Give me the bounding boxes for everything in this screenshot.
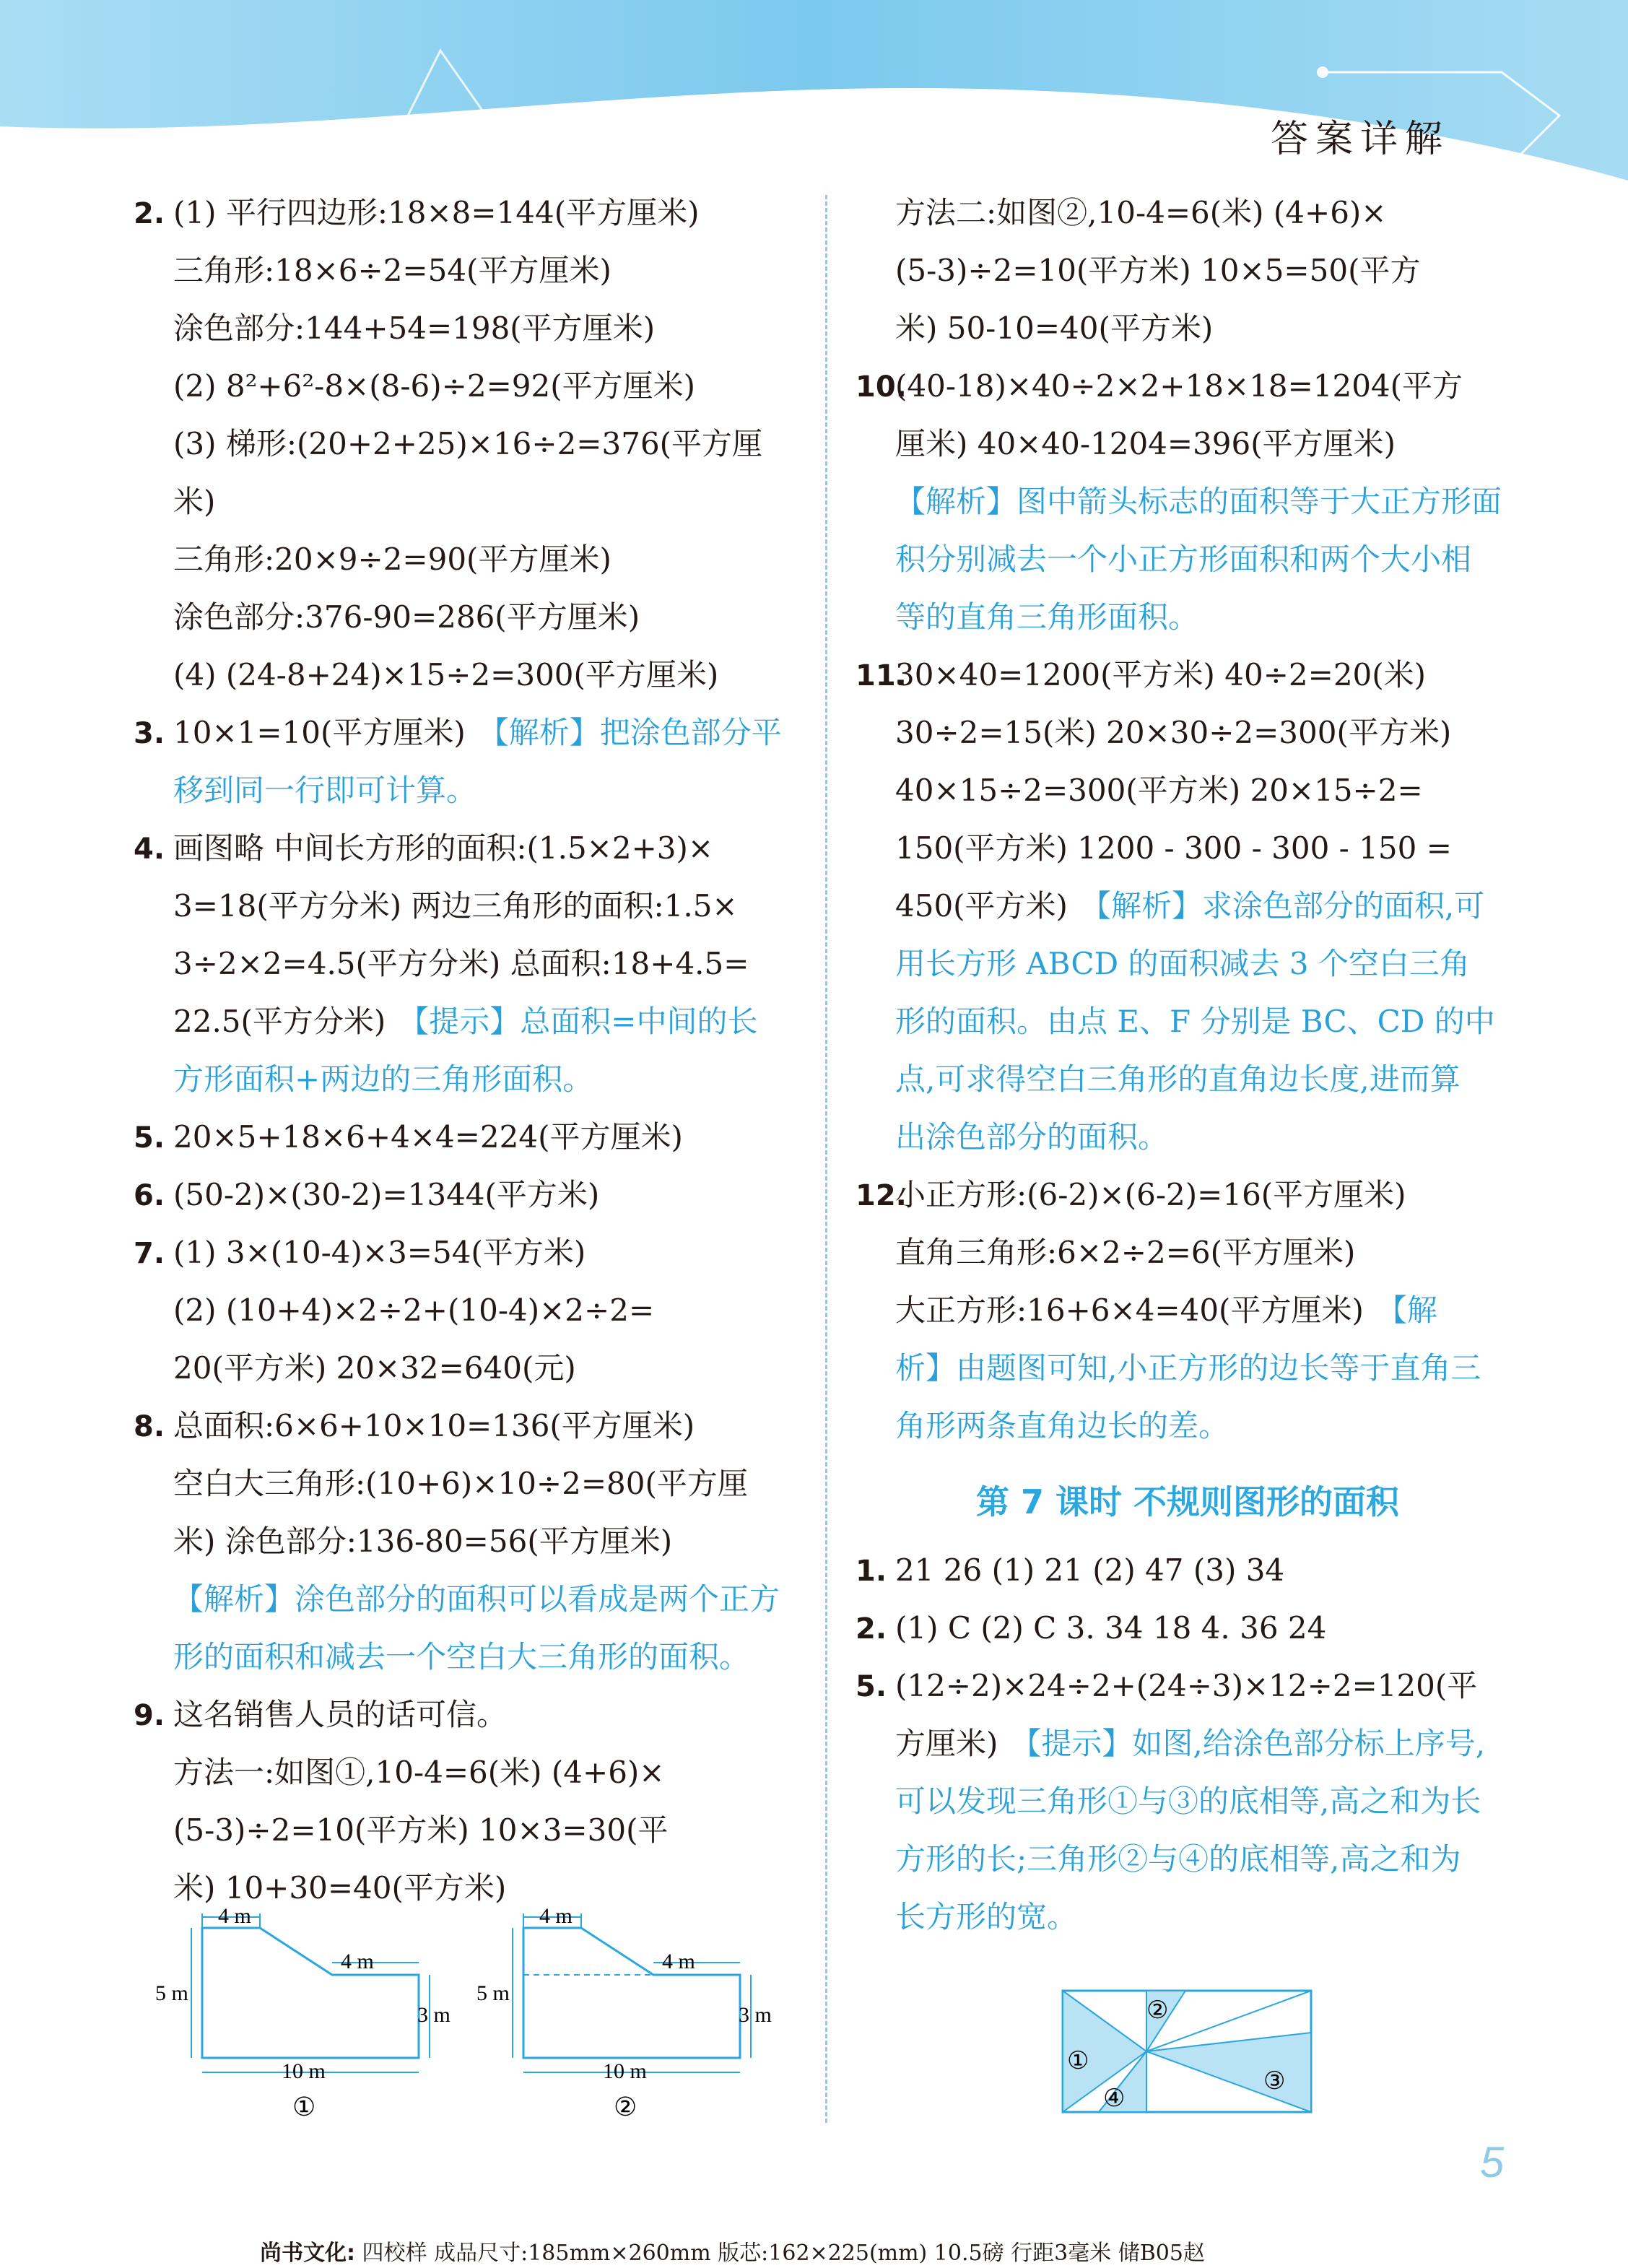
answer-line [134, 242, 798, 300]
answer-line [856, 531, 1520, 588]
analysis-note: 形的面积和减去一个空白大三角形的面积。 [173, 1639, 750, 1674]
answer-line [134, 877, 798, 935]
answer-line [134, 1513, 798, 1570]
answer-line [134, 300, 798, 357]
answer-text: 小正方形:(6-2)×(6-2)=16(平方厘米) [895, 1177, 1406, 1212]
analysis-note: 点,可求得空白三角形的直角边长度,进而算 [895, 1061, 1461, 1097]
answer-text: (1) C (2) C 3. 34 18 4. 36 24 [895, 1610, 1327, 1646]
fig3-label-1: ① [1067, 2048, 1089, 2074]
answer-text: 20(平方米) 20×32=640(元) [173, 1350, 576, 1386]
header-title: 答案详解 [1271, 118, 1450, 161]
answer-text: 40×15÷2=300(平方米) 20×15÷2= [895, 773, 1423, 808]
answer-text: 三角形:18×6÷2=54(平方厘米) [173, 253, 611, 288]
analysis-note: 方形的长;三角形②与④的底相等,高之和为 [895, 1841, 1461, 1877]
question-number: 1. [856, 1555, 887, 1588]
analysis-note: 【提示】如图,给涂色部分标上序号, [1011, 1726, 1486, 1761]
answer-line [856, 300, 1520, 357]
answer-text: 方法一:如图①,10-4=6(米) (4+6)× [173, 1755, 665, 1790]
answer-line [134, 415, 798, 473]
answer-line [856, 820, 1520, 877]
answer-line [856, 1599, 1520, 1657]
fig2-mid-label: 4 m [662, 1950, 695, 1973]
answer-line [856, 1339, 1520, 1397]
answer-line [134, 1108, 798, 1166]
answer-line [134, 1224, 798, 1282]
answer-line [856, 704, 1520, 762]
fig1-top-label: 4 m [218, 1904, 251, 1928]
fig3-label-3: ③ [1263, 2068, 1286, 2095]
analysis-note: 角形两条直角边长的差。 [895, 1408, 1229, 1443]
answer-text: 21 26 (1) 21 (2) 47 (3) 34 [895, 1552, 1285, 1588]
answer-line [856, 1051, 1520, 1108]
answer-line [134, 1802, 798, 1859]
answer-line [856, 357, 1520, 415]
answer-text: 涂色部分:376-90=286(平方厘米) [173, 599, 640, 635]
analysis-note: 【解析】把涂色部分平 [478, 715, 782, 750]
answer-text: (3) 梯形:(20+2+25)×16÷2=376(平方厘 [173, 426, 763, 461]
answer-line [856, 588, 1520, 646]
answer-text: 30×40=1200(平方米) 40÷2=20(米) [895, 657, 1427, 692]
answer-line [134, 1744, 798, 1802]
analysis-note: 形的面积。由点 E、F 分别是 BC、CD 的中 [895, 1004, 1495, 1039]
answer-text: (40-18)×40÷2×2+18×18=1204(平方 [895, 368, 1463, 404]
answer-text: 方厘米) [895, 1726, 998, 1761]
analysis-note: 出涂色部分的面积。 [895, 1119, 1169, 1155]
figure-3 [1061, 1989, 1314, 2119]
analysis-note: 【提示】总面积=中间的长 [399, 1004, 758, 1039]
answer-text: 画图略 中间长方形的面积:(1.5×2+3)× [173, 830, 714, 866]
answer-text: 直角三角形:6×2÷2=6(平方厘米) [895, 1235, 1356, 1270]
fig1-mid-label: 4 m [341, 1950, 374, 1973]
analysis-note: 用长方形 ABCD 的面积减去 3 个空白三角 [895, 946, 1470, 981]
figure-2 [473, 1899, 776, 2126]
answer-text: 三角形:20×9÷2=90(平方厘米) [173, 542, 611, 577]
analysis-note: 【解析】图中箭头标志的面积等于大正方形面 [895, 484, 1502, 519]
answer-text: 米) 10+30=40(平方米) [173, 1870, 507, 1906]
answer-text: 厘米) 40×40-1204=396(平方厘米) [895, 426, 1396, 461]
answer-text: (5-3)÷2=10(平方米) 10×3=30(平 [173, 1812, 669, 1848]
answer-line [856, 1542, 1520, 1599]
answer-line [856, 1830, 1520, 1888]
question-number: 5. [856, 1670, 887, 1703]
answer-text: (12÷2)×24÷2+(24÷3)×12÷2=120(平 [895, 1668, 1478, 1703]
answer-line [856, 1108, 1520, 1166]
answer-text: 150(平方米) 1200 - 300 - 300 - 150 = [895, 830, 1452, 866]
fig2-left-label: 5 m [476, 1981, 510, 2005]
fig2-caption: ② [614, 2093, 637, 2121]
answer-line [134, 1166, 798, 1224]
question-number: 7. [134, 1237, 165, 1270]
answer-line [856, 1773, 1520, 1830]
answer-line [134, 1628, 798, 1686]
left-column [134, 184, 798, 1917]
answer-text: 3=18(平方分米) 两边三角形的面积:1.5× [173, 888, 738, 924]
answer-line [134, 1455, 798, 1513]
fig1-left-label: 5 m [155, 1981, 188, 2005]
answer-line [856, 415, 1520, 473]
question-number: 8. [134, 1410, 165, 1443]
answer-text: 22.5(平方分米) [173, 1004, 386, 1039]
question-number: 2. [856, 1612, 887, 1646]
answer-line [856, 646, 1520, 704]
answer-line [134, 646, 798, 704]
answer-line [134, 184, 798, 242]
answer-line [856, 1397, 1520, 1455]
analysis-note: 方形面积+两边的三角形面积。 [173, 1061, 593, 1097]
answer-text: (1) 平行四边形:18×8=144(平方厘米) [173, 195, 700, 230]
question-number: 4. [134, 833, 165, 866]
question-number: 3. [134, 717, 165, 750]
answer-text: 10×1=10(平方厘米) [173, 715, 466, 750]
answer-line [134, 1686, 798, 1744]
answer-text: 450(平方米) [895, 888, 1068, 924]
answer-text: 大正方形:16+6×4=40(平方厘米) [895, 1292, 1364, 1328]
answer-line [134, 473, 798, 531]
analysis-note: 可以发现三角形①与③的底相等,高之和为长 [895, 1783, 1481, 1819]
answer-text: 3÷2×2=4.5(平方分米) 总面积:18+4.5= [173, 946, 749, 981]
question-number: 9. [134, 1699, 165, 1732]
answer-line [856, 1282, 1520, 1339]
answer-line [134, 1282, 798, 1339]
footer-brand: 尚书文化: [260, 2241, 355, 2266]
analysis-note: 【解析】求涂色部分的面积,可 [1080, 888, 1485, 924]
fig1-bottom-label: 10 m [282, 2059, 326, 2083]
question-number: 5. [134, 1121, 165, 1155]
answer-line [134, 704, 798, 762]
answer-line [134, 588, 798, 646]
question-number: 6. [134, 1179, 165, 1212]
question-number: 2. [134, 197, 165, 230]
answer-text: (2) 8²+6²-8×(8-6)÷2=92(平方厘米) [173, 368, 695, 404]
answer-text: (5-3)÷2=10(平方米) 10×5=50(平方 [895, 253, 1421, 288]
answer-text: 米) 50-10=40(平方米) [895, 310, 1214, 346]
answer-text: 20×5+18×6+4×4=224(平方厘米) [173, 1119, 683, 1155]
answer-line [134, 935, 798, 993]
fig2-right-label: 3 m [739, 2003, 772, 2027]
analysis-note: 【解析】涂色部分的面积可以看成是两个正方 [173, 1581, 780, 1617]
answer-text: (1) 3×(10-4)×3=54(平方米) [173, 1235, 586, 1270]
fig3-label-2: ② [1146, 1997, 1169, 2024]
answer-line [856, 1224, 1520, 1282]
answer-text: 方法二:如图②,10-4=6(米) (4+6)× [895, 195, 1387, 230]
section-title: 第 7 课时 不规则图形的面积 [975, 1482, 1400, 1521]
header-wave [0, 0, 1628, 202]
footer-text: 四校样 成品尺寸:185mm×260mm 版芯:162×225(mm) 10.5磅 行距3毫米 储B05赵 [362, 2241, 1205, 2266]
answer-line [856, 1715, 1520, 1773]
column-divider [825, 195, 827, 2123]
answer-line [856, 877, 1520, 935]
answer-line [856, 993, 1520, 1051]
answer-line [856, 762, 1520, 820]
answer-text: 涂色部分:144+54=198(平方厘米) [173, 310, 656, 346]
question-number: 10. [856, 370, 907, 404]
fig3-label-4: ④ [1103, 2085, 1126, 2112]
print-footer [260, 2235, 1205, 2267]
question-number: 11. [856, 659, 907, 692]
answer-line [134, 1397, 798, 1455]
analysis-note: 【解 [1376, 1292, 1437, 1328]
fig2-top-label: 4 m [539, 1904, 573, 1928]
answer-text: 米) 涂色部分:136-80=56(平方厘米) [173, 1524, 673, 1559]
answer-line [134, 820, 798, 877]
answer-line [856, 184, 1520, 242]
answer-line [134, 357, 798, 415]
answer-line [856, 1166, 1520, 1224]
figure-1 [152, 1899, 455, 2126]
answer-line [134, 1570, 798, 1628]
answer-line [856, 1888, 1520, 1946]
answer-line [134, 531, 798, 588]
answer-line [134, 993, 798, 1051]
answer-line [856, 1657, 1520, 1715]
analysis-note: 等的直角三角形面积。 [895, 599, 1199, 635]
analysis-note: 长方形的宽。 [895, 1899, 1078, 1934]
analysis-note: 积分别减去一个小正方形面积和两个大小相 [895, 542, 1472, 577]
answer-line [134, 1051, 798, 1108]
answer-line [856, 935, 1520, 993]
answer-line [134, 1339, 798, 1397]
analysis-note: 析】由题图可知,小正方形的边长等于直角三 [895, 1350, 1481, 1386]
answer-text: 空白大三角形:(10+6)×10÷2=80(平方厘 [173, 1466, 748, 1501]
fig1-right-label: 3 m [417, 2003, 450, 2027]
fig1-caption: ① [292, 2093, 316, 2121]
answer-line [134, 762, 798, 820]
answer-text: 米) [173, 484, 216, 519]
page-number: 5 [1480, 2138, 1505, 2186]
answer-text: (4) (24-8+24)×15÷2=300(平方厘米) [173, 657, 719, 692]
right-column [856, 184, 1520, 1946]
analysis-note: 移到同一行即可计算。 [173, 773, 477, 808]
answer-text: 这名销售人员的话可信。 [173, 1697, 508, 1732]
answer-text: 总面积:6×6+10×10=136(平方厘米) [173, 1408, 695, 1443]
answer-line [856, 473, 1520, 531]
fig2-bottom-label: 10 m [603, 2059, 647, 2083]
answer-text: (2) (10+4)×2÷2+(10-4)×2÷2= [173, 1292, 655, 1328]
answer-text: (50-2)×(30-2)=1344(平方米) [173, 1177, 600, 1212]
question-number: 12. [856, 1179, 907, 1212]
answer-text: 30÷2=15(米) 20×30÷2=300(平方米) [895, 715, 1452, 750]
answer-line [856, 242, 1520, 300]
